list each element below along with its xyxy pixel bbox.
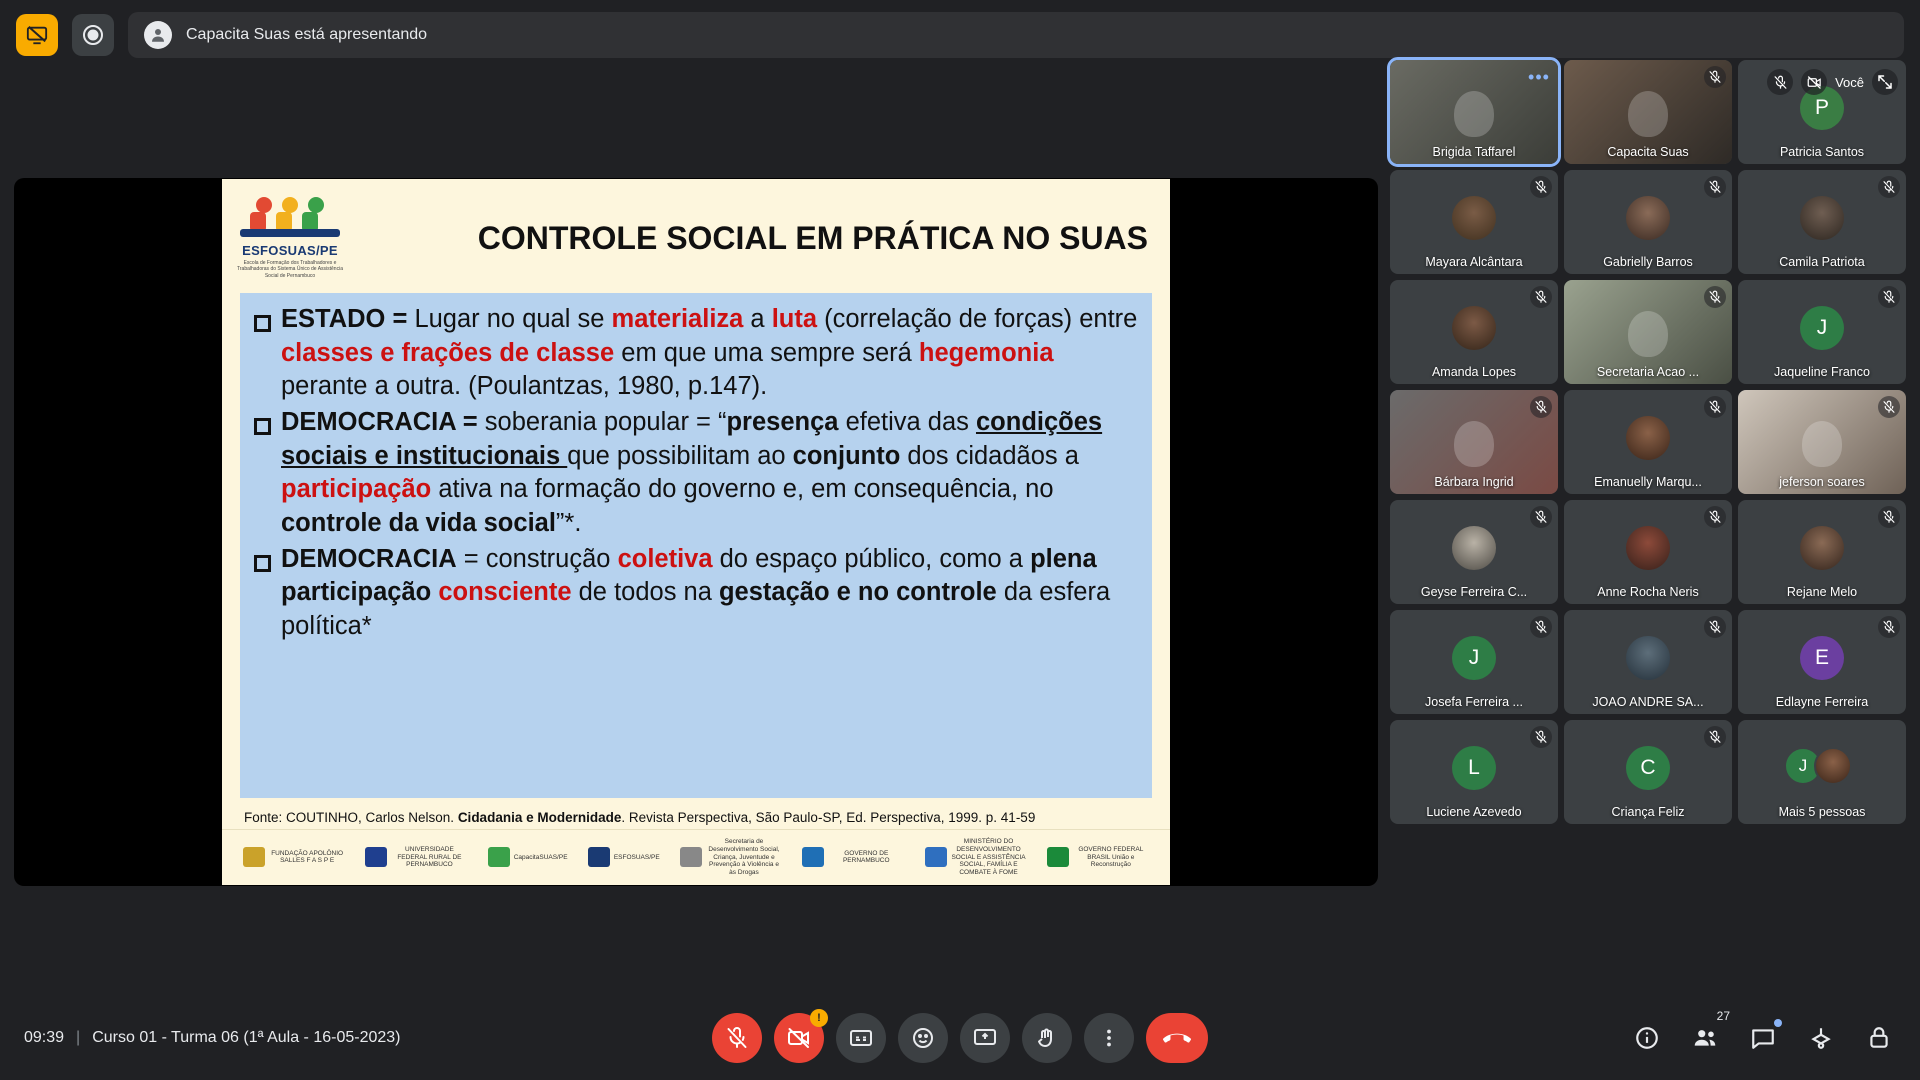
participant-name: Patricia Santos xyxy=(1779,145,1865,159)
participant-name: Gabrielly Barros xyxy=(1603,255,1693,269)
record-icon[interactable] xyxy=(72,14,114,56)
participant-name: Criança Feliz xyxy=(1611,805,1685,819)
footer-logo-mark-icon xyxy=(488,847,510,867)
avatar xyxy=(1626,196,1670,240)
footer-logo-2 xyxy=(488,847,568,867)
bullet-text: DEMOCRACIA = soberania popular = “presença efetiva das condições sociais e institucionais que possibilitam ao conjunto dos cidadãos a participação ativa na formação do governo e, em consequência, no controle da vida social”*. xyxy=(281,407,1103,537)
self-tile-controls xyxy=(1738,60,1906,104)
footer-logo-label: Secretaria de Desenvolvimento Social, Criança, Juventude e Prevenção à Violência e às Drogas xyxy=(708,838,780,877)
esfosuas-logo xyxy=(232,197,348,279)
presenting-banner[interactable] xyxy=(128,12,1904,58)
footer-logo-label: GOVERNO FEDERAL BRASIL União e Reconstrução xyxy=(1078,845,1144,869)
avatar: J xyxy=(1452,636,1496,680)
mic-off-icon xyxy=(1878,396,1900,418)
camera-off-icon[interactable] xyxy=(1801,69,1827,95)
footer-logo-label: CapacitaSUAS/PE xyxy=(513,853,568,861)
slide-bullet-democracia-2 xyxy=(254,543,1138,644)
participant-tile[interactable] xyxy=(1738,60,1906,164)
raise-hand-button[interactable] xyxy=(1022,1013,1072,1063)
overflow-avatars: J xyxy=(1792,747,1852,785)
mic-off-icon xyxy=(1530,726,1552,748)
participant-tile[interactable] xyxy=(1564,170,1732,274)
meeting-info xyxy=(24,1029,401,1047)
participant-name: Secretaria Acao ... xyxy=(1596,365,1700,379)
participant-name: Anne Rocha Neris xyxy=(1597,585,1699,599)
slide-source: Fonte: COUTINHO, Carlos Nelson. Cidadania e Modernidade. Revista Perspectiva, São Paulo-SP, Ed. Perspectiva, 1999. p. 41-59 xyxy=(244,810,1036,825)
self-label: Você xyxy=(1835,74,1864,90)
mic-off-icon xyxy=(1704,286,1726,308)
reactions-button[interactable] xyxy=(898,1013,948,1063)
logo-title: ESFOSUAS/PE xyxy=(242,243,338,259)
slide-header xyxy=(222,179,1170,291)
mic-off-icon xyxy=(1878,506,1900,528)
clock: 09:39 xyxy=(24,1029,65,1046)
slide-title: CONTROLE SOCIAL EM PRÁTICA NO SUAS xyxy=(477,219,1148,256)
participant-tile[interactable] xyxy=(1564,720,1732,824)
mic-off-icon xyxy=(1878,176,1900,198)
participant-tile[interactable] xyxy=(1390,500,1558,604)
participant-tile[interactable] xyxy=(1390,720,1558,824)
meeting-details-button[interactable] xyxy=(1630,1021,1664,1055)
avatar xyxy=(1452,306,1496,350)
mic-off-icon xyxy=(1704,396,1726,418)
participant-name: Geyse Ferreira C... xyxy=(1420,585,1528,599)
participant-name: Josefa Ferreira ... xyxy=(1425,695,1523,709)
separator: | xyxy=(76,1029,81,1046)
avatar xyxy=(1800,526,1844,570)
footer-logo-label: MINISTÉRIO DO DESENVOLVIMENTO SOCIAL E ASSISTÊNCIA SOCIAL, FAMÍLIA E COMBATE À FOME xyxy=(951,838,1026,877)
participant-tile[interactable] xyxy=(1564,390,1732,494)
participant-tile[interactable] xyxy=(1390,610,1558,714)
presentation-stage[interactable] xyxy=(14,178,1378,886)
participants-button[interactable] xyxy=(1688,1009,1730,1055)
bottom-bar xyxy=(0,996,1920,1080)
bullet-square-icon xyxy=(254,555,271,572)
more-options-icon[interactable]: ••• xyxy=(1528,66,1550,87)
captions-button[interactable] xyxy=(836,1013,886,1063)
mic-off-icon xyxy=(1530,176,1552,198)
participant-name: Mayara Alcântara xyxy=(1425,255,1523,269)
mic-off-icon xyxy=(1530,506,1552,528)
mic-off-icon xyxy=(1704,726,1726,748)
unread-indicator xyxy=(1774,1019,1782,1027)
footer-logo-mark-icon xyxy=(802,847,824,867)
video-person-silhouette xyxy=(1628,91,1668,137)
participant-tile[interactable] xyxy=(1564,610,1732,714)
participant-tile[interactable] xyxy=(1738,170,1906,274)
participant-name: Capacita Suas xyxy=(1607,145,1689,159)
avatar: E xyxy=(1800,636,1844,680)
bullet-square-icon xyxy=(254,315,271,332)
footer-logo-mark-icon xyxy=(243,847,265,867)
participant-tile[interactable] xyxy=(1564,280,1732,384)
avatar: C xyxy=(1626,746,1670,790)
more-options-button[interactable] xyxy=(1084,1013,1134,1063)
alert-badge: ! xyxy=(810,1009,828,1027)
avatar xyxy=(1452,196,1496,240)
participant-tile[interactable] xyxy=(1738,610,1906,714)
mic-off-icon xyxy=(1530,396,1552,418)
video-person-silhouette xyxy=(1628,311,1668,357)
avatar xyxy=(1626,526,1670,570)
avatar: J xyxy=(1800,306,1844,350)
participant-name: Amanda Lopes xyxy=(1431,365,1517,379)
mic-off-icon xyxy=(1878,286,1900,308)
participant-count: 27 xyxy=(1716,1009,1730,1023)
participant-tile[interactable] xyxy=(1564,60,1732,164)
logo-subtitle: Escola de Formação dos Trabalhadores e Trabalhadoras do Sistema Único de Assistência Social de Pernambuco xyxy=(237,260,343,279)
participant-name: Jaqueline Franco xyxy=(1774,365,1870,379)
footer-logo-7 xyxy=(1047,846,1149,869)
avatar xyxy=(1626,416,1670,460)
footer-logo-5 xyxy=(802,847,904,867)
chat-button[interactable] xyxy=(1746,1021,1780,1055)
participant-name: Camila Patriota xyxy=(1779,255,1865,269)
footer-logo-4 xyxy=(680,838,782,877)
footer-logo-label: UNIVERSIDADE FEDERAL RURAL DE PERNAMBUCO xyxy=(397,845,462,869)
avatar xyxy=(1626,636,1670,680)
participant-tile[interactable] xyxy=(1390,60,1558,164)
activities-button[interactable] xyxy=(1804,1021,1838,1055)
leave-call-button[interactable] xyxy=(1146,1013,1208,1063)
bullet-text: DEMOCRACIA = construção coletiva do espaço público, como a plena participação consciente de todos na gestação e no controle da esfera política* xyxy=(281,544,1111,640)
panel-controls xyxy=(1630,1009,1896,1055)
slide-footer-logos xyxy=(222,829,1170,885)
participant-tile[interactable] xyxy=(1390,170,1558,274)
video-person-silhouette xyxy=(1802,421,1842,467)
footer-logo-mark-icon xyxy=(365,847,387,867)
participant-name: Bárbara Ingrid xyxy=(1434,475,1514,489)
footer-logo-mark-icon xyxy=(925,847,947,867)
expand-icon[interactable] xyxy=(1872,69,1898,95)
footer-logo-mark-icon xyxy=(680,847,702,867)
bullet-text: ESTADO = Lugar no qual se materializa a luta (correlação de forças) entre classes e frações de classe em que uma sempre será hegemonia perante a outra. (Poulantzas, 1980, p.147). xyxy=(281,305,1138,401)
footer-logo-3 xyxy=(588,847,660,867)
avatar: P xyxy=(1800,86,1844,130)
presenter-avatar-icon xyxy=(144,21,172,49)
mic-off-icon xyxy=(1878,616,1900,638)
mic-off-icon[interactable] xyxy=(1767,69,1793,95)
participant-grid xyxy=(1390,60,1906,824)
mic-off-icon xyxy=(1704,176,1726,198)
present-button[interactable] xyxy=(960,1013,1010,1063)
footer-logo-label: FUNDAÇÃO APOLÔNIO SALLES F A S P E xyxy=(271,849,344,865)
participant-name: jeferson soares xyxy=(1779,475,1865,489)
stop-presenting-icon[interactable] xyxy=(16,14,58,56)
camera-off-button[interactable] xyxy=(774,1013,824,1063)
video-person-silhouette xyxy=(1454,421,1494,467)
slide xyxy=(222,179,1170,885)
footer-logo-6 xyxy=(925,838,1027,877)
participant-name: Mais 5 pessoas xyxy=(1778,805,1866,819)
footer-logo-label: GOVERNO DE PERNAMBUCO xyxy=(842,849,890,865)
participant-tile[interactable] xyxy=(1390,280,1558,384)
participant-tile[interactable] xyxy=(1738,500,1906,604)
participant-tile[interactable] xyxy=(1564,500,1732,604)
participant-name: Emanuelly Marqu... xyxy=(1594,475,1702,489)
mic-off-icon xyxy=(1530,616,1552,638)
participant-name: Luciene Azevedo xyxy=(1426,805,1522,819)
slide-body xyxy=(240,293,1152,798)
participant-name: Edlayne Ferreira xyxy=(1775,695,1869,709)
participant-name: Rejane Melo xyxy=(1786,585,1858,599)
avatar: L xyxy=(1452,746,1496,790)
participant-name: Brigida Taffarel xyxy=(1432,145,1516,159)
participant-tile[interactable] xyxy=(1390,390,1558,494)
footer-logo-1 xyxy=(365,846,467,869)
footer-logo-label: ESFOSUAS/PE xyxy=(613,853,660,861)
call-controls xyxy=(712,1013,1208,1063)
mic-off-icon xyxy=(1530,286,1552,308)
avatar xyxy=(1800,196,1844,240)
participant-tile[interactable] xyxy=(1738,720,1906,824)
participant-name: JOAO ANDRE SA... xyxy=(1592,695,1704,709)
participant-tile[interactable] xyxy=(1738,390,1906,494)
meeting-name: Curso 01 - Turma 06 (1ª Aula - 16-05-2023) xyxy=(92,1029,401,1046)
avatar xyxy=(1452,526,1496,570)
footer-logo-mark-icon xyxy=(1047,847,1069,867)
mic-off-icon xyxy=(1704,66,1726,88)
mic-off-button[interactable] xyxy=(712,1013,762,1063)
host-controls-button[interactable] xyxy=(1862,1021,1896,1055)
footer-logo-0 xyxy=(243,847,345,867)
bullet-square-icon xyxy=(254,418,271,435)
video-person-silhouette xyxy=(1454,91,1494,137)
logo-art-icon xyxy=(232,197,348,243)
mic-off-icon xyxy=(1704,506,1726,528)
presenting-text: Capacita Suas está apresentando xyxy=(186,26,428,43)
slide-bullet-democracia-1 xyxy=(254,406,1138,541)
footer-logo-mark-icon xyxy=(588,847,610,867)
participant-tile[interactable] xyxy=(1738,280,1906,384)
mic-off-icon xyxy=(1704,616,1726,638)
slide-bullet-estado xyxy=(254,303,1138,404)
